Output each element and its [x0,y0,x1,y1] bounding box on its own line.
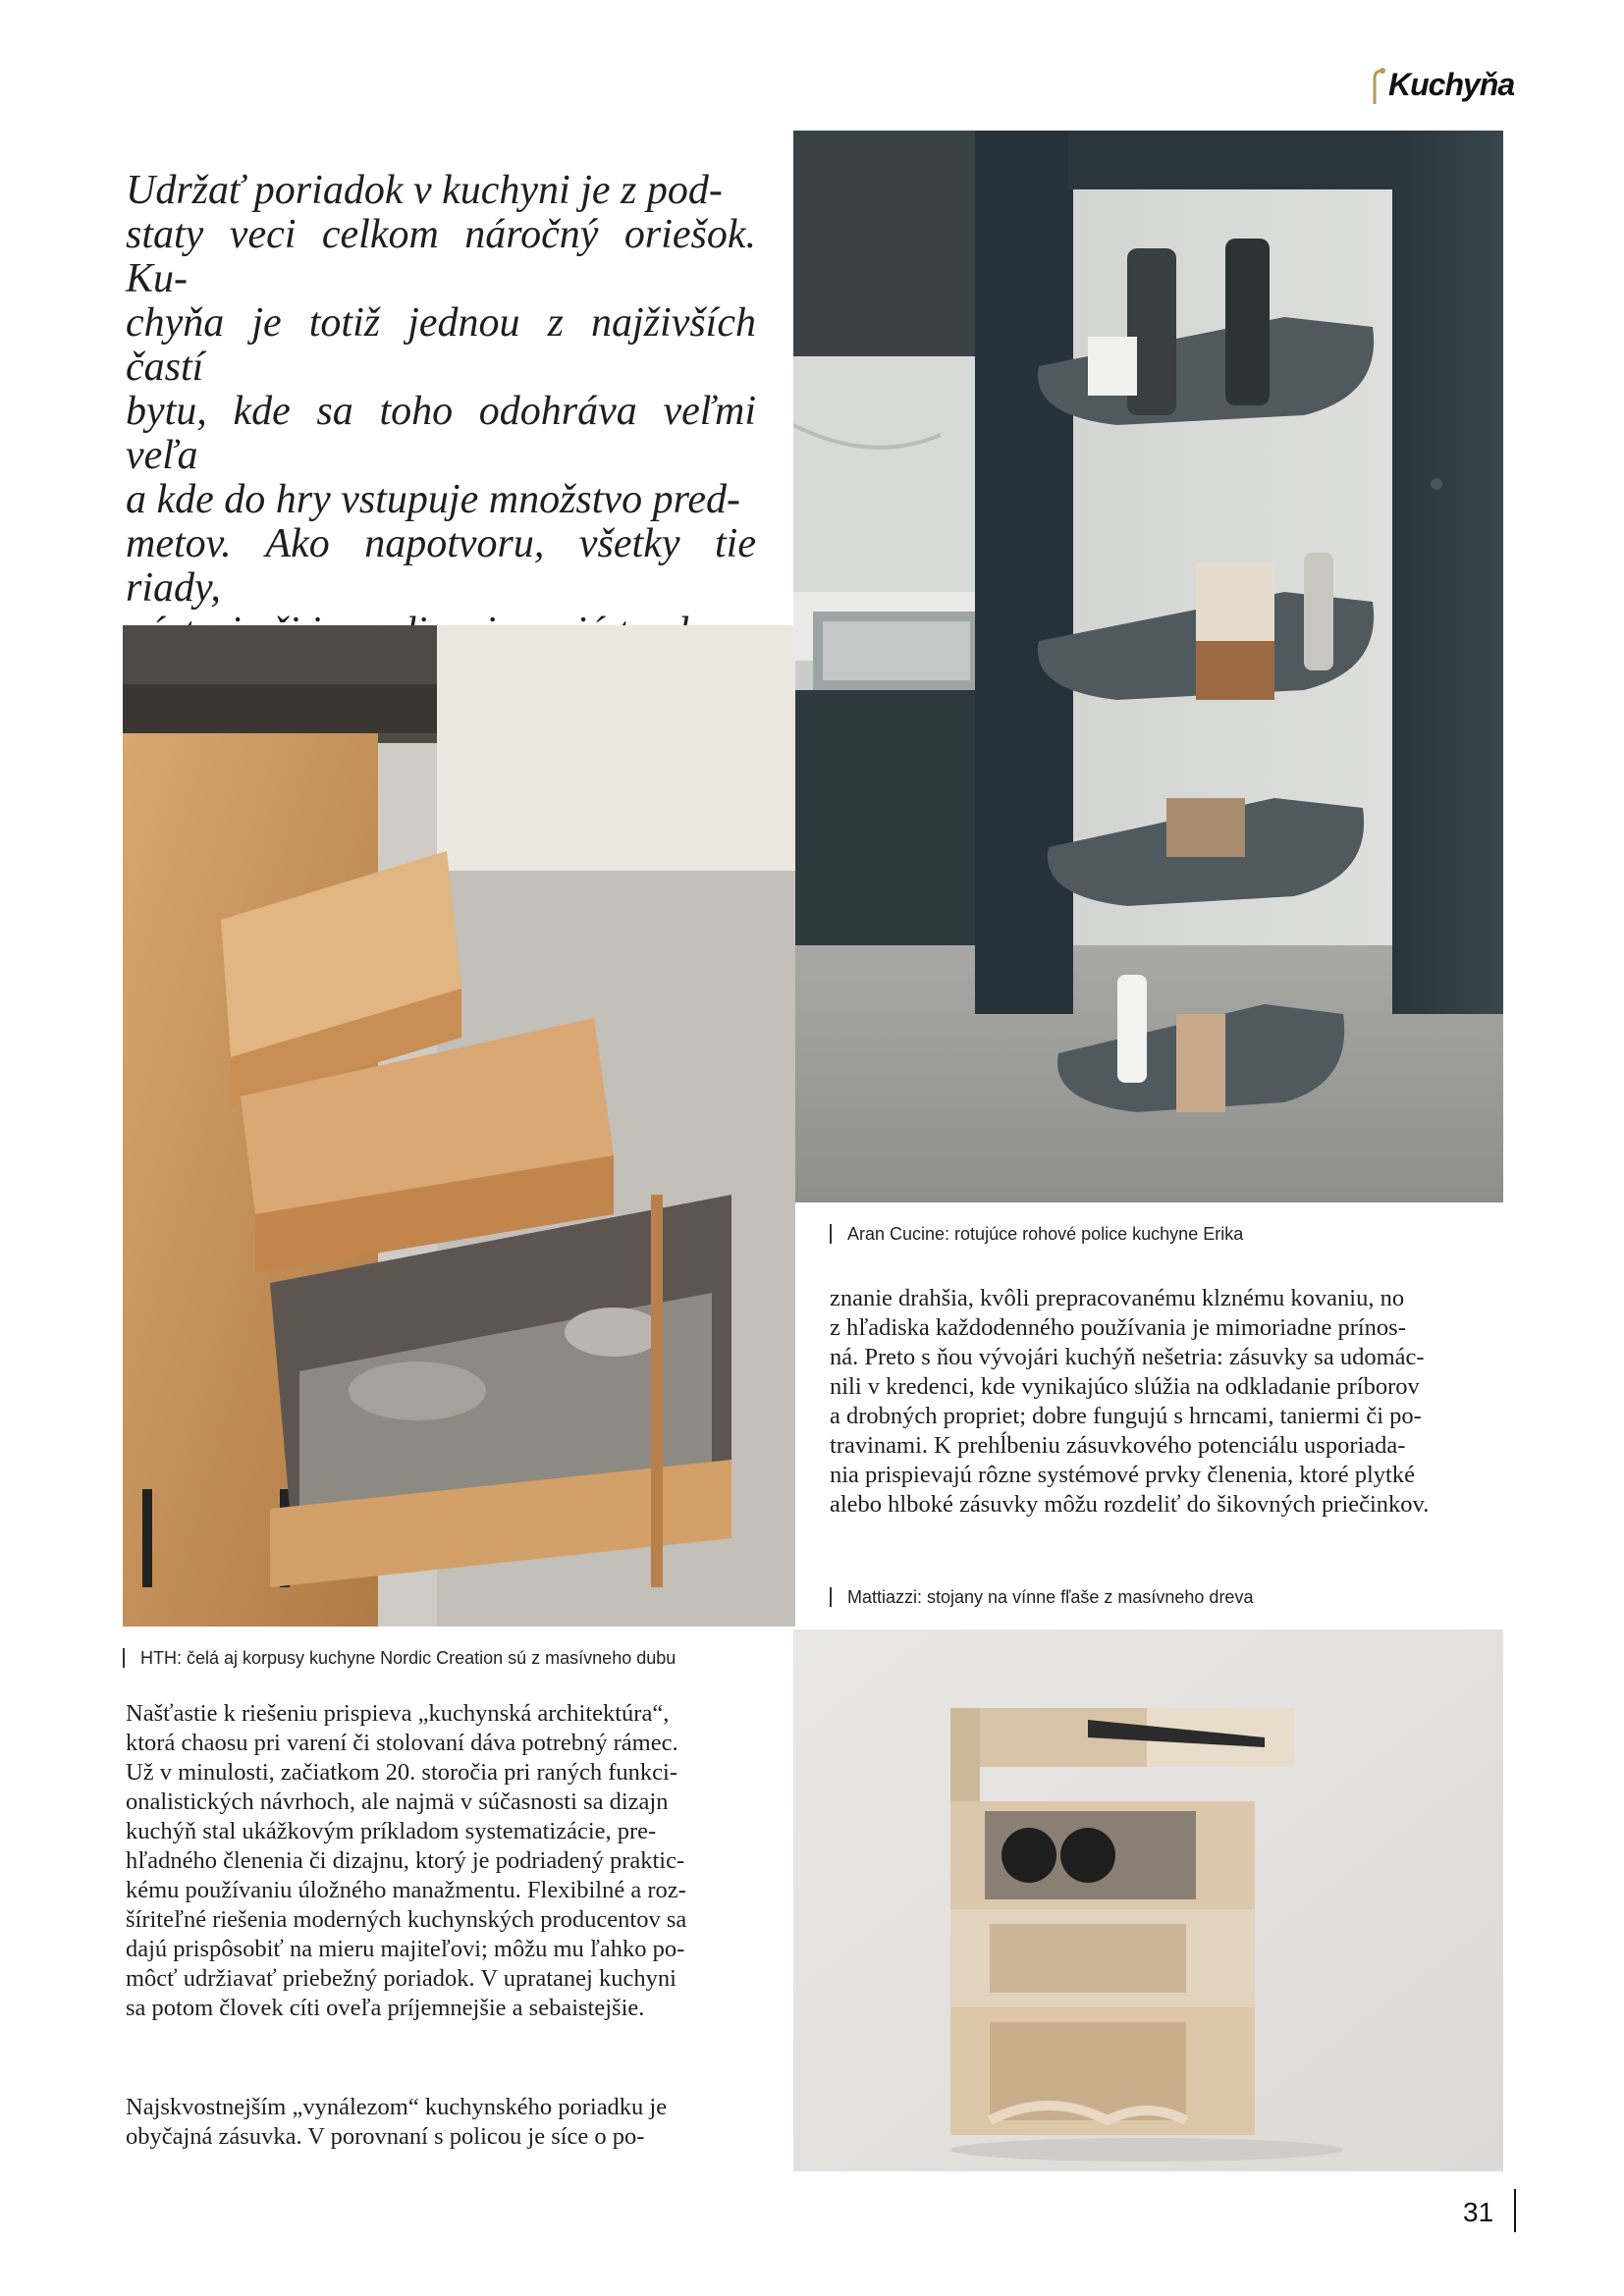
caption-text: Aran Cucine: rotujúce rohové police kuchyne Erika [847,1224,1244,1244]
text-line: alebo hlboké zásuvky môžu rozdeliť do šikovných priečinkov. [830,1491,1430,1518]
text-line: ktorá chaosu pri varení či stolovaní dáva potrebný rámec. [126,1730,678,1756]
intro-line: bytu, kde sa toho odohráva veľmi veľa [126,389,756,478]
text-line: kému používaniu úložného manažmentu. Flexibilné a roz- [126,1877,686,1903]
page-number: 31 [1463,2197,1494,2227]
text-line: kuchýň stal ukážkovým príkladom systematizácie, pre- [126,1818,657,1844]
caption-aran [830,1224,1243,1245]
intro-line: chyňa je totiž jednou z najživších častí [126,300,756,390]
intro-line: Udržať poriadok v kuchyni je z pod- [126,168,723,213]
left-column-paragraph-1 [126,1699,756,2023]
caption-bar [830,1224,832,1244]
intro-line: staty veci celkom náročný oriešok. Ku- [126,212,756,301]
caption-hth [123,1648,676,1669]
caption-bar [123,1648,125,1668]
page-number-bar [1514,2189,1516,2232]
intro-line: a kde do hry vstupuje množstvo pred- [126,477,740,522]
text-line: z hľadiska každodenného používania je mimoriadne prínos- [830,1314,1406,1341]
left-column-paragraph-2 [126,2093,756,2152]
photo-corner-shelves [793,131,1503,1202]
text-line: Už v minulosti, začiatkom 20. storočia pri raných funkci- [126,1759,677,1786]
text-line: nili v kredenci, kde vynikajúco slúžia na odkladanie príborov [830,1373,1420,1400]
caption-mattiazzi [830,1587,1253,1608]
text-line: Najskvostnejším „vynálezom“ kuchynského poriadku je [126,2094,668,2120]
text-line: onalistických návrhoch, ale najmä v súčasnosti sa dizajn [126,1789,669,1815]
text-line: a drobných propriet; dobre fungujú s hrncami, taniermi či po- [830,1403,1422,1429]
text-line: znanie drahšia, kvôli prepracovanému klznému kovaniu, no [830,1285,1405,1311]
text-line: Našťastie k riešeniu prispieva „kuchynská architektúra“, [126,1700,670,1727]
caption-text: HTH: čelá aj korpusy kuchyne Nordic Creation sú z masívneho dubu [140,1648,677,1668]
intro-paragraph [126,169,756,699]
photo-wine-racks [793,1629,1503,2171]
caption-bar [830,1587,832,1607]
text-line: dajú prispôsobiť na mieru majiteľovi; môžu mu ľahko po- [126,1936,685,1962]
caption-text: Mattiazzi: stojany na vínne fľaše z masívneho dreva [847,1587,1254,1607]
text-line: travinami. K prehĺbeniu zásuvkového potenciálu usporiada- [830,1432,1406,1459]
text-line: obyčajná zásuvka. V porovnaní s policou je síce o po- [126,2123,645,2150]
text-line: ná. Preto s ňou vývojári kuchýň nešetria: zásuvky sa udomác- [830,1344,1425,1370]
text-line: nia prispievajú rôzne systémové prvky členenia, ktoré plytké [830,1462,1415,1488]
intro-line: metov. Ako napotvoru, všetky tie riady, [126,521,756,611]
magazine-logo [1371,65,1520,106]
photo-oak-drawers [123,625,795,1627]
text-line: šíriteľné riešenia moderných kuchynských producentov sa [126,1906,687,1933]
logo-text: Kuchyňa [1388,67,1515,102]
text-line: môcť udržiavať priebežný poriadok. V upratanej kuchyni [126,1965,677,1992]
text-line: hľadného členenia či dizajnu, ktorý je podriadený praktic- [126,1847,685,1874]
right-column-text [830,1284,1503,1520]
text-line: sa potom človek cíti oveľa príjemnejšie a sebaistejšie. [126,1995,645,2021]
